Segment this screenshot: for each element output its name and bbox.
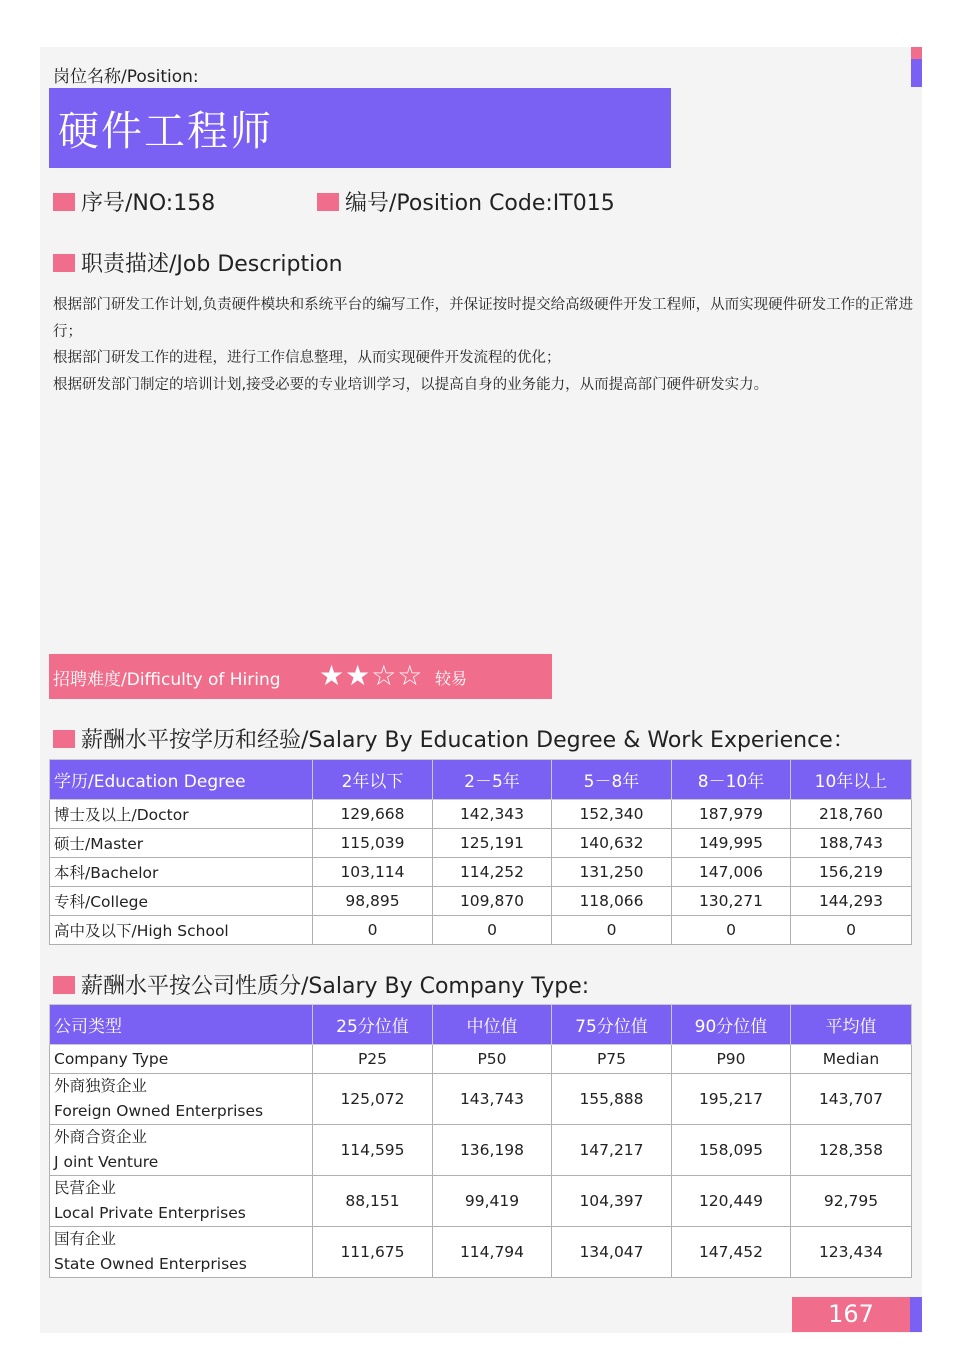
column-header: 2年以下 [313, 760, 433, 800]
column-header: 中位值 [433, 1005, 552, 1045]
company-type-cn: 民营企业 [54, 1179, 117, 1197]
table-subheader-row [50, 1045, 912, 1074]
description-line: 根据部门研发工作的进程，进行工作信息整理，从而实现硬件开发流程的优化； [53, 350, 561, 366]
table-row [50, 800, 912, 829]
education-salary-table [49, 759, 912, 945]
table-cell: P75 [552, 1045, 672, 1074]
table-cell: 125,072 [313, 1074, 433, 1125]
row-label: 硕士/Master [50, 829, 313, 858]
table-cell: 195,217 [672, 1074, 791, 1125]
table-cell: 144,293 [791, 887, 912, 916]
column-header: 90分位值 [672, 1005, 791, 1045]
company-type-en: Foreign Owned Enterprises [54, 1102, 264, 1120]
position-label: 岗位名称/Position: [53, 67, 199, 87]
table-cell: 128,358 [791, 1125, 912, 1176]
table-cell: 155,888 [552, 1074, 672, 1125]
column-header: 平均值 [791, 1005, 912, 1045]
table-row [50, 1125, 912, 1176]
column-header: 公司类型 [50, 1005, 313, 1045]
corner-accent-pink [911, 47, 922, 59]
row-label: 本科/Bachelor [50, 858, 313, 887]
company-type-cn: 外商独资企业 [54, 1077, 148, 1095]
table-cell: 114,595 [313, 1125, 433, 1176]
column-header: 学历/Education Degree [50, 760, 313, 800]
table-cell: 140,632 [552, 829, 672, 858]
bullet-square-icon [53, 193, 75, 211]
row-label: 专科/College [50, 887, 313, 916]
bullet-square-icon [53, 254, 75, 272]
bullet-square-icon [317, 193, 339, 211]
table-cell: 123,434 [791, 1227, 912, 1278]
hiring-difficulty-bar [49, 654, 552, 699]
company-type-en: Local Private Enterprises [54, 1204, 246, 1222]
serial-number-text: 序号/NO:158 [81, 191, 216, 216]
table-cell: 0 [313, 916, 433, 945]
description-line: 根据研发部门制定的培训计划,接受必要的专业培训学习，以提高自身的业务能力，从而提高部门硬件研发实力。 [53, 376, 769, 393]
star-rating-icon: ★★☆☆ [319, 659, 424, 692]
column-header: 25分位值 [313, 1005, 433, 1045]
job-description-body [53, 292, 915, 398]
row-label [50, 1125, 313, 1176]
column-header: 10年以上 [791, 760, 912, 800]
table-cell: 98,895 [313, 887, 433, 916]
table-header-row [50, 760, 912, 800]
education-salary-heading [53, 723, 855, 754]
table-cell: 152,340 [552, 800, 672, 829]
row-label [50, 1074, 313, 1125]
table-cell: 125,191 [433, 829, 552, 858]
table-cell: 0 [791, 916, 912, 945]
table-cell: 129,668 [313, 800, 433, 829]
company-salary-heading [53, 969, 589, 1000]
company-type-cn: 国有企业 [54, 1230, 117, 1248]
table-cell: 149,995 [672, 829, 791, 858]
position-title: 硬件工程师 [58, 107, 273, 155]
table-cell: 99,419 [433, 1176, 552, 1227]
table-cell: 118,066 [552, 887, 672, 916]
company-salary-table [49, 1004, 912, 1278]
bullet-square-icon [53, 976, 75, 994]
table-cell: 111,675 [313, 1227, 433, 1278]
serial-number [53, 186, 215, 217]
table-row [50, 1074, 912, 1125]
company-salary-heading-text: 薪酬水平按公司性质分/Salary By Company Type: [81, 974, 590, 999]
company-type-en: State Owned Enterprises [54, 1255, 247, 1273]
table-cell: 147,217 [552, 1125, 672, 1176]
hiring-difficulty-label: 招聘难度/Difficulty of Hiring [53, 670, 281, 690]
row-label [50, 1176, 313, 1227]
table-cell: 131,250 [552, 858, 672, 887]
table-cell: 120,449 [672, 1176, 791, 1227]
table-cell: 218,760 [791, 800, 912, 829]
table-cell: 114,252 [433, 858, 552, 887]
table-cell: 136,198 [433, 1125, 552, 1176]
company-type-en: J oint Venture [54, 1153, 159, 1171]
table-cell: 103,114 [313, 858, 433, 887]
table-cell: 0 [433, 916, 552, 945]
table-cell: 0 [672, 916, 791, 945]
education-salary-heading-text: 薪酬水平按学历和经验/Salary By Education Degree & Work Experience： [81, 728, 855, 753]
table-cell: 104,397 [552, 1176, 672, 1227]
table-cell: 158,095 [672, 1125, 791, 1176]
bullet-square-icon [53, 730, 75, 748]
table-header-row [50, 1005, 912, 1045]
table-cell: 114,794 [433, 1227, 552, 1278]
table-cell: 142,343 [433, 800, 552, 829]
table-row [50, 1176, 912, 1227]
table-cell: 115,039 [313, 829, 433, 858]
corner-accent-purple [911, 59, 922, 87]
table-cell: 109,870 [433, 887, 552, 916]
column-header: 8－10年 [672, 760, 791, 800]
table-row [50, 858, 912, 887]
table-cell: 147,006 [672, 858, 791, 887]
column-header: 5－8年 [552, 760, 672, 800]
table-row [50, 887, 912, 916]
position-code-text: 编号/Position Code:IT015 [345, 191, 615, 216]
row-label [50, 1227, 313, 1278]
table-cell: 187,979 [672, 800, 791, 829]
table-cell: 88,151 [313, 1176, 433, 1227]
table-row [50, 1227, 912, 1278]
company-type-cn: 外商合资企业 [54, 1128, 148, 1146]
job-description-heading-text: 职责描述/Job Description [81, 252, 343, 277]
hiring-difficulty-text: 较易 [435, 669, 468, 688]
column-header: 75分位值 [552, 1005, 672, 1045]
table-row [50, 829, 912, 858]
table-cell: 143,743 [433, 1074, 552, 1125]
description-line: 根据部门研发工作计划,负责硬件模块和系统平台的编写工作，并保证按时提交给高级硬件开发工程师，从而实现硬件研发工作的正常进行； [53, 297, 914, 340]
table-cell: P25 [313, 1045, 433, 1074]
table-cell: 0 [552, 916, 672, 945]
row-label: Company Type [50, 1045, 313, 1074]
table-cell: 147,452 [672, 1227, 791, 1278]
table-row [50, 916, 912, 945]
table-cell: 156,219 [791, 858, 912, 887]
row-label: 博士及以上/Doctor [50, 800, 313, 829]
job-description-heading [53, 247, 343, 278]
table-cell: P50 [433, 1045, 552, 1074]
page-number-accent [910, 1297, 922, 1332]
table-cell: 188,743 [791, 829, 912, 858]
title-banner [49, 88, 671, 168]
table-cell: P90 [672, 1045, 791, 1074]
table-cell: 130,271 [672, 887, 791, 916]
position-code [317, 186, 615, 217]
row-label: 高中及以下/High School [50, 916, 313, 945]
table-cell: Median [791, 1045, 912, 1074]
table-cell: 143,707 [791, 1074, 912, 1125]
table-cell: 134,047 [552, 1227, 672, 1278]
column-header: 2－5年 [433, 760, 552, 800]
page-number: 167 [792, 1297, 910, 1332]
table-cell: 92,795 [791, 1176, 912, 1227]
